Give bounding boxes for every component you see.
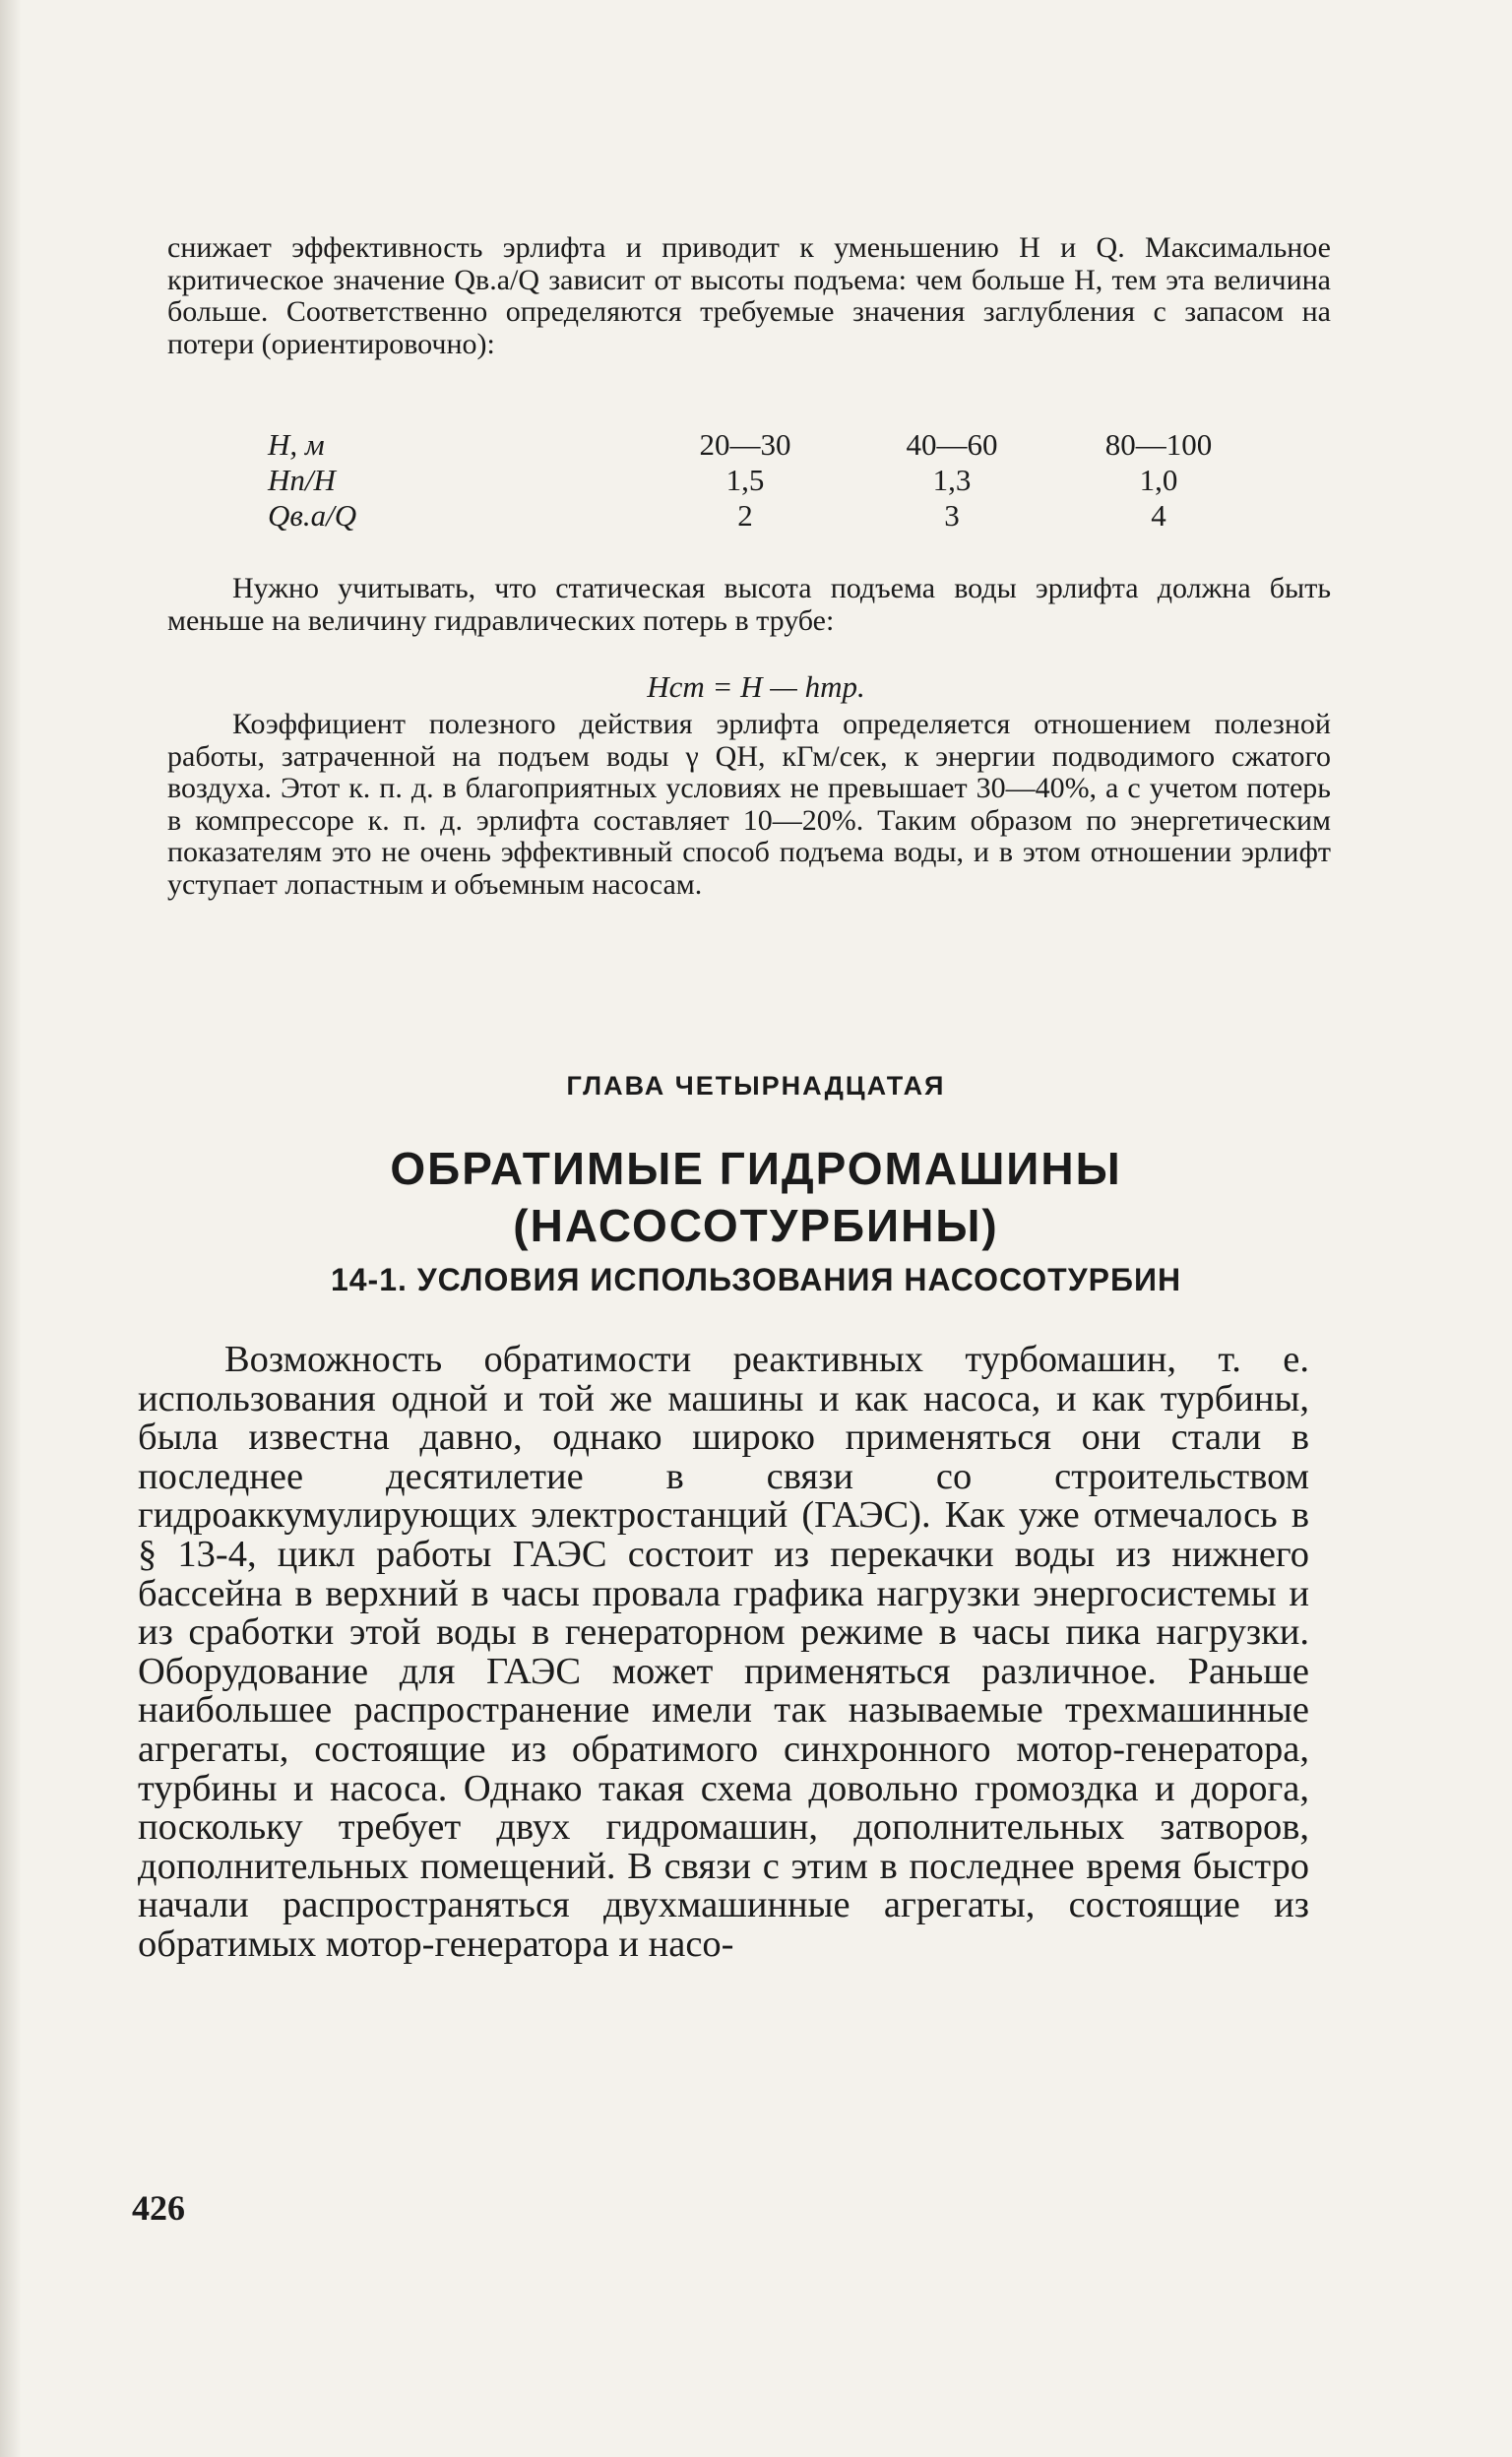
table-cell: 1,5: [725, 463, 765, 497]
table-cell: 3: [944, 498, 960, 533]
table-cell: 80—100: [1104, 427, 1213, 462]
row-label: Hп/H: [268, 463, 336, 497]
paragraph-1: снижает эффективность эрлифта и приводит к уменьшению H и Q. Максимальное критическое значение Qв.а/Q зависит от высоты подъема: чем больше H, тем эта величина больше. Соответственно определяются требуемые значения заглубления с запасом на потери (ориентировочно):: [167, 231, 1331, 360]
page-number: 426: [132, 2188, 185, 2228]
table-row: [268, 498, 1262, 534]
paragraph-2: Нужно учитывать, что статическая высота подъема воды эрлифта должна быть меньше на величину гидравлических потерь в трубе:: [167, 572, 1331, 637]
table-cell: 1,0: [1139, 463, 1178, 497]
table-cell: 40—60: [906, 427, 998, 462]
chapter-title-line-1: ОБРАТИМЫЕ ГИДРОМАШИНЫ: [390, 1143, 1122, 1194]
section-title: 14-1. УСЛОВИЯ ИСПОЛЬЗОВАНИЯ НАСОСОТУРБИН: [330, 1262, 1182, 1297]
chapter-title-line-2: (НАСОСОТУРБИНЫ): [513, 1200, 999, 1251]
formula: Hст = H — hтр.: [647, 669, 865, 704]
main-paragraph: Возможность обратимости реактивных турбомашин, т. е. использования одной и той же машины и как насоса, и как турбины, была известна давно, однако широко применяться они стали в последнее десятилетие в связи со строительством гидроаккумулирующих электростанций (ГАЭС). Как уже отмечалось в § 13-4, цикл работы ГАЭС состоит из перекачки воды из нижнего бассейна в верхний в часы провала графика нагрузки энергосистемы и из сработки этой воды в генераторном режиме в часы пика нагрузки. Оборудование для ГАЭС может применяться различное. Раньше наибольшее распространение имели так называемые трехмашинные агрегаты, состоящие из обратимого синхронного мотор-генератора, турбины и насоса. Однако такая схема довольно громоздка и дорога, поскольку требует двух гидромашин, дополнительных затворов, дополнительных помещений. В связи с этим в последнее время быстро начали распространяться двухмашинные агрегаты, состоящие из обратимых мотор-генератора и насо-: [138, 1339, 1309, 1965]
table-row: [268, 463, 1262, 498]
paragraph-3: Коэффициент полезного действия эрлифта определяется отношением полезной работы, затраченной на подъем воды γ QH, кГм/сек, к энергии подводимого сжатого воздуха. Этот к. п. д. в благоприятных условиях не превышает 30—40%, а с учетом потерь в компрессоре к. п. д. эрлифта составляет 10—20%. Таким образом по энергетическим показателям это не очень эффективный способ подъема воды, и в этом отношении эрлифт уступает лопастным и объемным насосам.: [167, 708, 1331, 901]
submergence-table: [268, 427, 1262, 534]
table-cell: 2: [737, 498, 753, 533]
table-row: [268, 427, 1262, 463]
table-cell: 20—30: [699, 427, 791, 462]
table-cell: 4: [1151, 498, 1166, 533]
chapter-label: ГЛАВА ЧЕТЫРНАДЦАТАЯ: [566, 1071, 946, 1101]
table-cell: 1,3: [932, 463, 972, 497]
chapter-title: [0, 1140, 1512, 1254]
row-label: H, м: [268, 427, 325, 462]
row-label: Qв.а/Q: [268, 498, 357, 533]
